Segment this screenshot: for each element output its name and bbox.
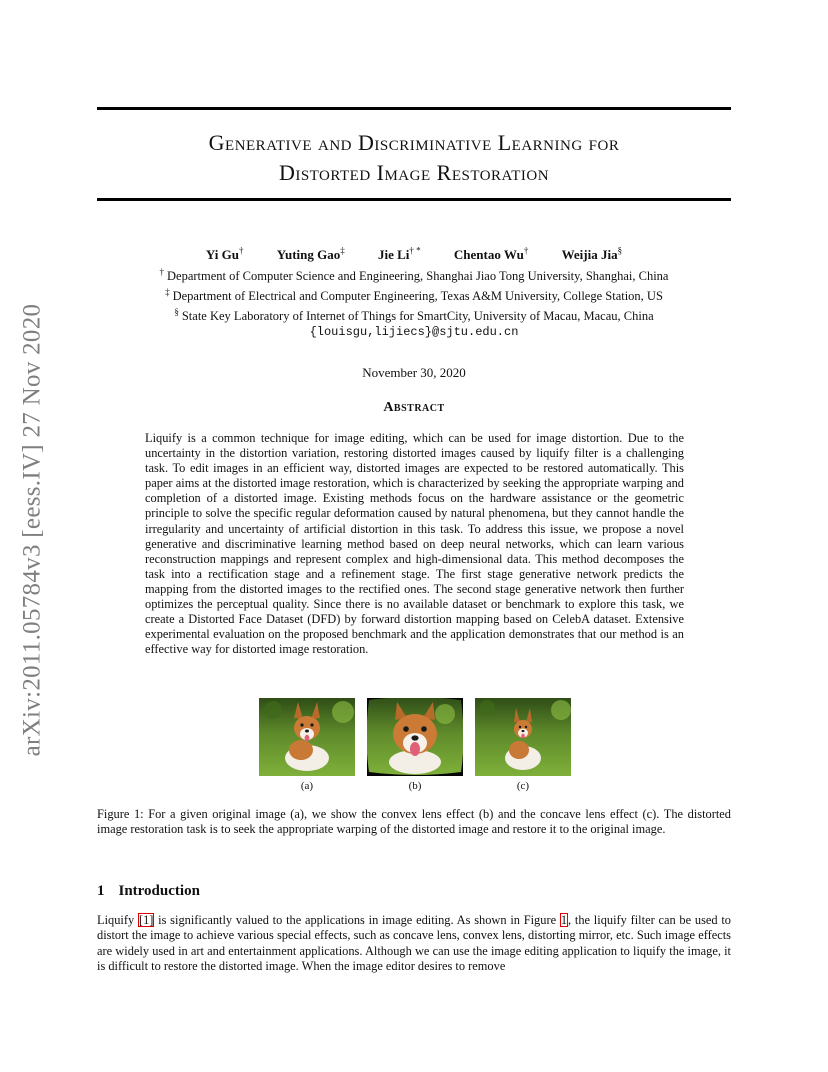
publication-date: November 30, 2020 xyxy=(362,365,466,380)
title-line-1: Generative and Discriminative Learning for xyxy=(208,130,620,155)
dog-image-convex xyxy=(367,698,463,776)
author-list xyxy=(97,246,731,263)
title-rule-top xyxy=(97,107,731,110)
introduction-text: Liquify [1] is significantly valued to the applications in image editing. As shown in Figure 1, the liquify filter can be used to distort the image to achieve various special effects, such as concave lens, convex lens, distorting mirror, etc. Such image effects are widely used in art and entertainment applications. Although we can use the image editing application to liquify the image, it is difficult to restore the distorted image. When the image editor desires to remove xyxy=(97,913,731,973)
section-title: Introduction xyxy=(118,883,200,899)
author: Chentao Wu† xyxy=(453,246,529,263)
figure-1-images xyxy=(259,698,571,776)
paper-title xyxy=(97,128,731,188)
arxiv-stamp xyxy=(12,280,52,780)
dog-image-concave xyxy=(475,698,571,776)
arxiv-id: arXiv:2011.05784v3 [eess.IV] 27 Nov 2020 xyxy=(18,303,45,757)
abstract-heading: Abstract xyxy=(383,400,445,415)
abstract-text: Liquify is a common technique for image editing, which can be used for image distortion. Due to the uncertainty in the distortion variation, restoring distorted images caused by liquify filter is a challenging task. To edit images in an efficient way, distorted images are expected to be restored automatically. This paper aims at the distorted image restoration, which is characterized by seeking the appropriate warping and completion of a distorted image. Existing methods focus on the hardware assistance or the geometric principle to solve the specific regular deformation caused by natural phenomena, but they cannot handle the irregularity and uncertainty of artificial distortion in this task. To address this issue, we propose a novel generative and discriminative learning method based on deep neural networks, which can learn various reconstruction mappings and represent complex and high-dimensional data. This method decomposes the task into a rectification stage and a refinement stage. The first stage generative network predicts the mapping from the distorted images to the rectified ones. The second stage generative network then further optimizes the perceptual quality. Since there is no available dataset or benchmark to explore this task, we create a Distorted Face Dataset (DFD) by forward distortion mapping based on CelebA dataset. Extensive experimental evaluation on the proposed benchmark and the application demonstrates that our method is an effective way for distorted image restoration. xyxy=(145,431,684,657)
citation-link[interactable]: [1] xyxy=(138,913,154,927)
affiliation: † Department of Computer Science and Engineering, Shanghai Jiao Tong University, Shanghai, China xyxy=(159,267,669,284)
author: Yuting Gao‡ xyxy=(276,246,345,263)
affiliation: § State Key Laboratory of Internet of Things for SmartCity, University of Macau, Macau, China xyxy=(174,307,654,324)
author: Yi Gu† xyxy=(205,246,244,263)
figure-link[interactable]: 1 xyxy=(560,913,568,927)
author-email[interactable]: {louisgu,lijiecs}@sjtu.edu.cn xyxy=(309,325,519,340)
title-rule-bottom xyxy=(97,198,731,201)
author: Jie Li† * xyxy=(377,246,421,263)
subfigure-label-c: (c) xyxy=(516,780,530,792)
section-heading xyxy=(97,883,200,900)
affiliations xyxy=(97,264,731,340)
section-number: 1 xyxy=(97,883,105,899)
author: Weijia Jia§ xyxy=(561,246,623,263)
figure-caption: Figure 1: For a given original image (a), we show the convex lens effect (b) and the concave lens effect (c). The distorted image restoration task is to seek the appropriate warping of the distorted image and restore it to the original image. xyxy=(97,807,731,837)
dog-image-original xyxy=(259,698,355,776)
subfigure-label-b: (b) xyxy=(408,780,422,792)
affiliation: ‡ Department of Electrical and Computer Engineering, Texas A&M University, College Station, US xyxy=(165,287,663,304)
title-line-2: Distorted Image Restoration xyxy=(278,160,550,185)
subfigure-label-a: (a) xyxy=(300,780,314,792)
